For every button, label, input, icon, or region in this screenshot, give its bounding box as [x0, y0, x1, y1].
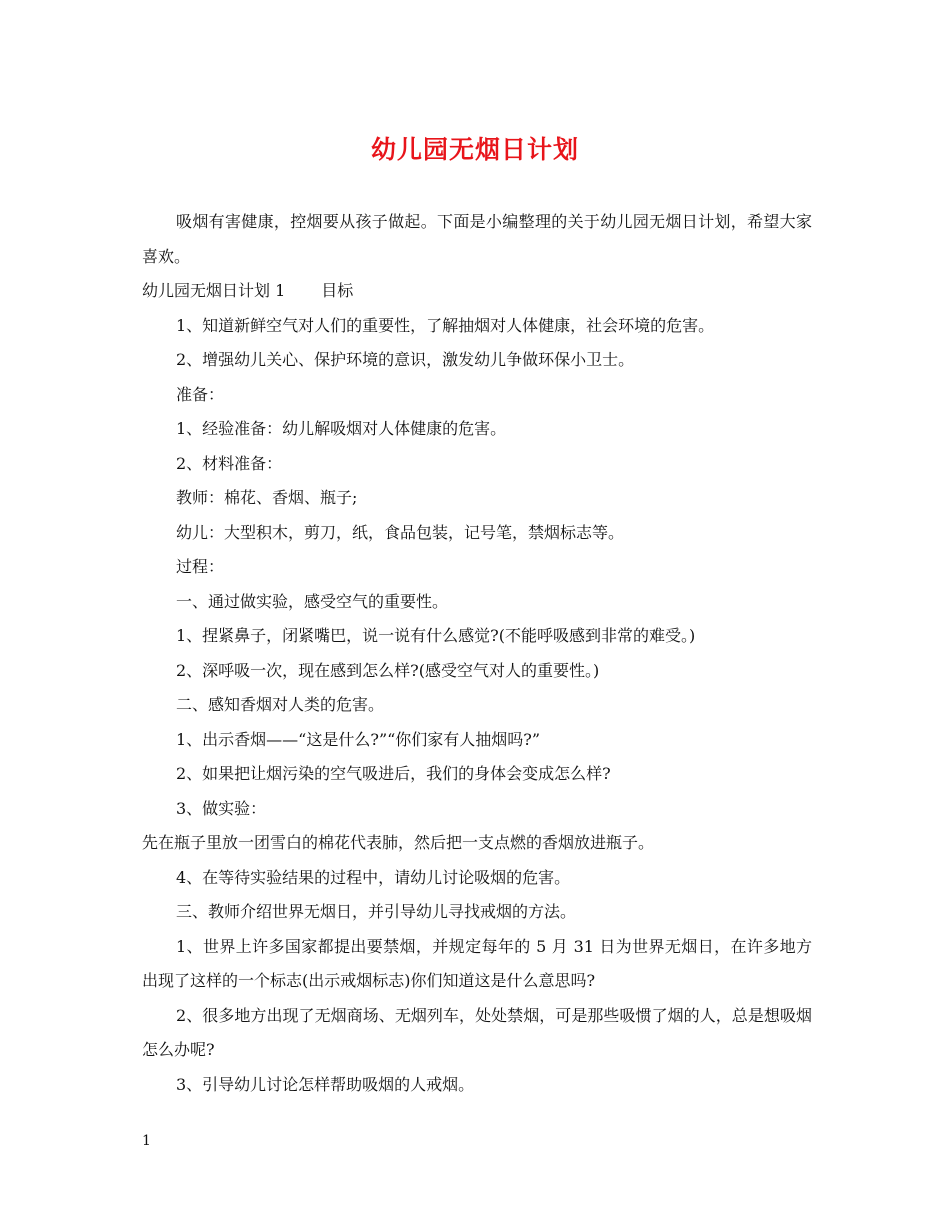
- text-line: 2、材料准备：: [176, 453, 283, 473]
- text-line: 3、引导幼儿讨论怎样帮助吸烟的人戒烟。: [176, 1074, 475, 1094]
- page-number: 1: [142, 1133, 151, 1149]
- plan-heading-row: [142, 274, 812, 309]
- text-line: 一、通过做实验，感受空气的重要性。: [176, 591, 449, 611]
- intro-paragraph: 吸烟有害健康，控烟要从孩子做起。下面是小编整理的关于幼儿园无烟日计划，希望大家喜欢。: [142, 212, 812, 266]
- world-day-paragraph: 1、世界上许多国家都提出要禁烟，并规定每年的 5 月 31 日为世界无烟日，在许多地方出现了这样的一个标志(出示戒烟标志)你们知道这是什么意思吗?: [142, 936, 812, 990]
- text-line: 幼儿：大型积木，剪刀，纸，食品包装，记号笔，禁烟标志等。: [176, 522, 625, 542]
- text-line: 1、出示香烟——“这是什么?”“你们家有人抽烟吗?”: [176, 729, 541, 749]
- plan-heading: 幼儿园无烟日计划 1: [142, 281, 286, 300]
- text-line: 2、增强幼儿关心、保护环境的意识，激发幼儿争做环保小卫士。: [176, 350, 635, 369]
- text-line: 三、教师介绍世界无烟日，并引导幼儿寻找戒烟的方法。: [176, 902, 577, 921]
- text-line: 1、捏紧鼻子，闭紧嘴巴，说一说有什么感觉?(不能呼吸感到非常的难受。): [176, 626, 696, 645]
- places-paragraph: 2、很多地方出现了无烟商场、无烟列车，处处禁烟，可是那些吸惯了烟的人，总是想吸烟怎么办呢?: [142, 1005, 812, 1059]
- goal-label: 目标: [321, 281, 354, 300]
- document-title: 幼儿园无烟日计划: [370, 135, 579, 164]
- document-body: [142, 205, 812, 1102]
- section-heading-prepare: 准备：: [176, 384, 225, 404]
- text-line: 2、深呼吸一次，现在感到怎么样?(感受空气对人的重要性。): [176, 660, 600, 680]
- text-line: 3、做实验：: [176, 798, 267, 818]
- section-heading-process: 过程：: [176, 557, 225, 576]
- text-line: 4、在等待实验结果的过程中，请幼儿讨论吸烟的危害。: [176, 867, 571, 887]
- text-line: 1、知道新鲜空气对人们的重要性，了解抽烟对人体健康，社会环境的危害。: [176, 315, 715, 335]
- text-line: 先在瓶子里放一团雪白的棉花代表肺，然后把一支点燃的香烟放进瓶子。: [142, 833, 655, 852]
- text-line: 二、感知香烟对人类的危害。: [176, 695, 385, 714]
- text-line: 1、经验准备：幼儿解吸烟对人体健康的危害。: [176, 419, 507, 438]
- text-line: 教师：棉花、香烟、瓶子;: [176, 488, 358, 507]
- text-line: 2、如果把让烟污染的空气吸进后，我们的身体会变成怎么样?: [176, 764, 611, 783]
